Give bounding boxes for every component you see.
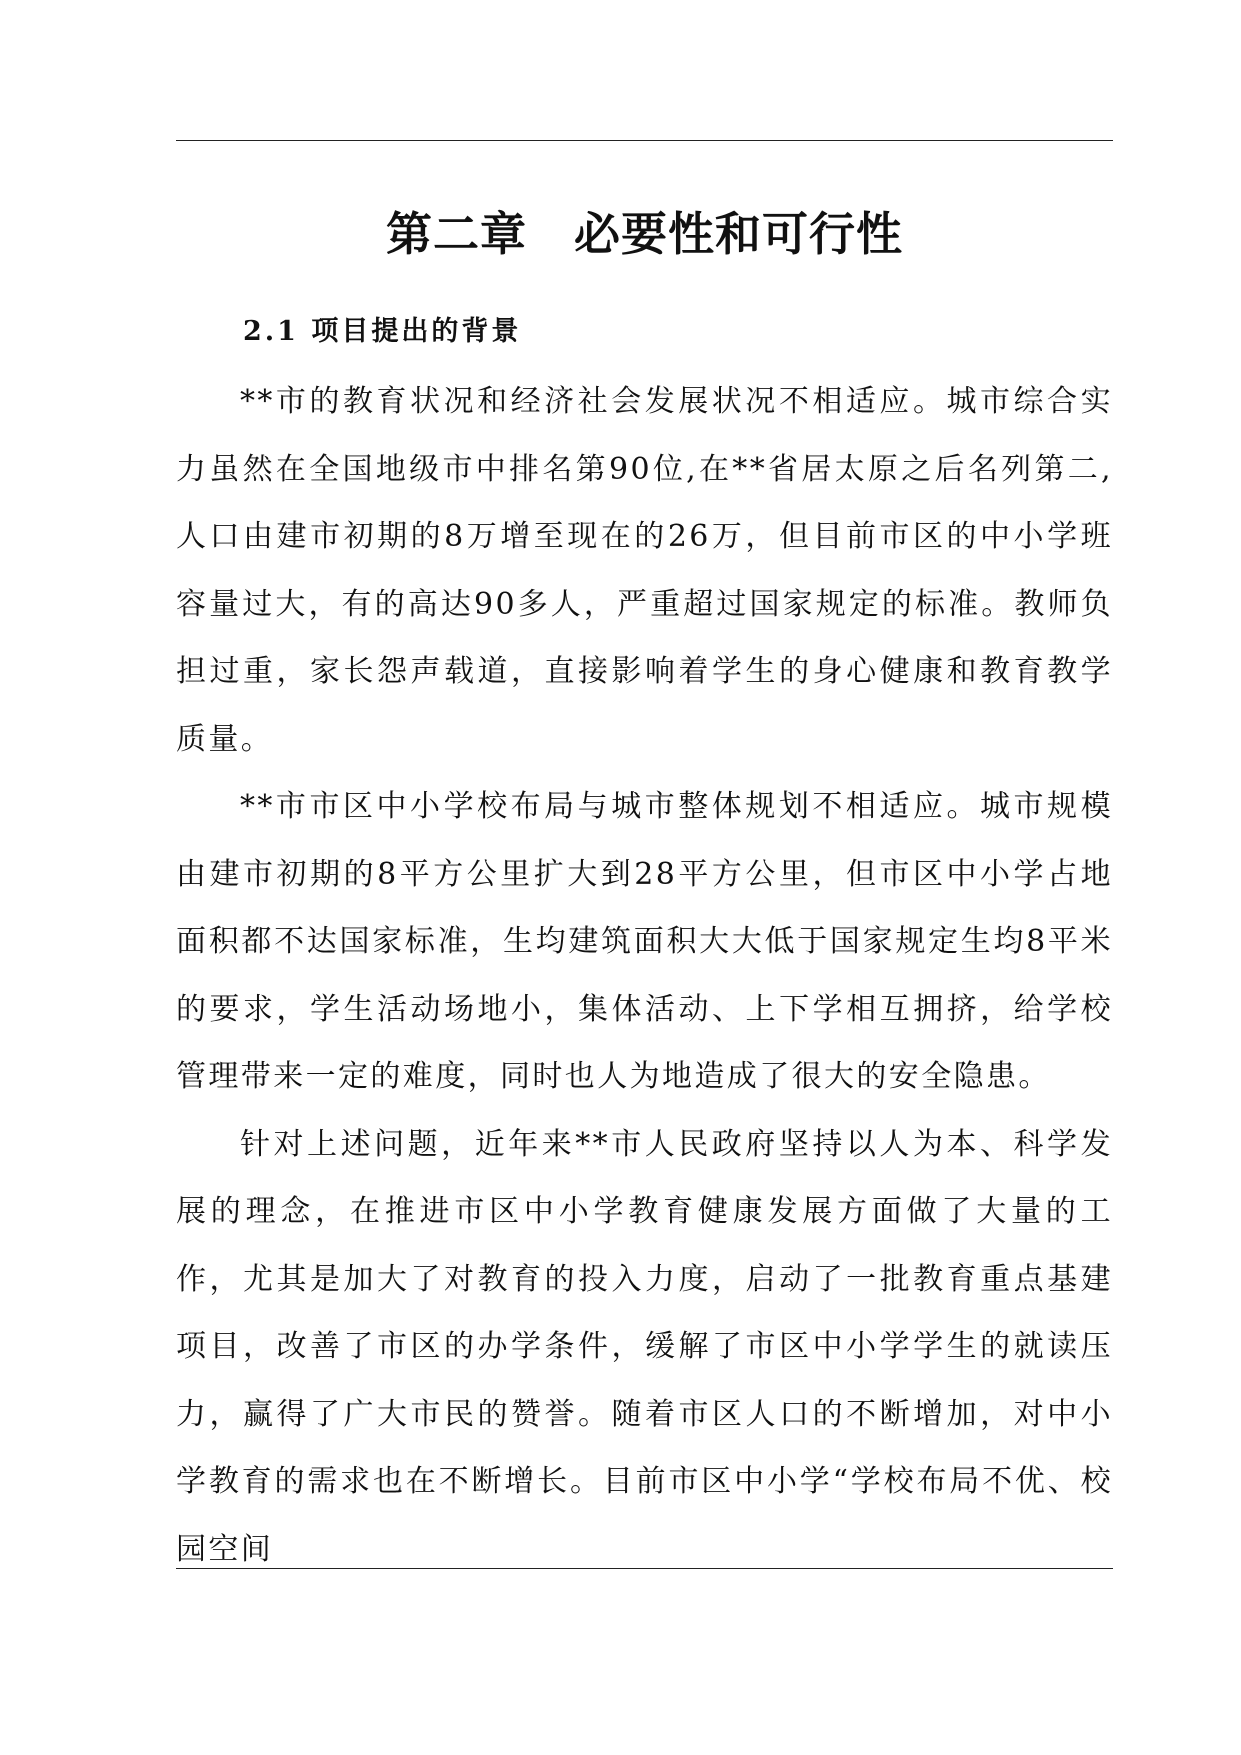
- paragraph-2: **市市区中小学校布局与城市整体规划不相适应。城市规模由建市初期的8平方公里扩大到28平方公里，但市区中小学占地面积都不达国家标准，生均建筑面积大大低于国家规定生均8平米的要求，学生活动场地小，集体活动、上下学相互拥挤，给学校管理带来一定的难度，同时也人为地造成了很大的安全隐患。: [176, 789, 1113, 1094]
- section-heading: 2.1 项目提出的背景: [243, 316, 522, 347]
- footer-rule: [176, 1568, 1113, 1569]
- chapter-title: 第二章 必要性和可行性: [386, 207, 903, 261]
- body-text: [176, 368, 1113, 1583]
- paragraph-3: 针对上述问题，近年来**市人民政府坚持以人为本、科学发展的理念，在推进市区中小学教育健康发展方面做了大量的工作，尤其是加大了对教育的投入力度，启动了一批教育重点基建项目，改善了市区的办学条件，缓解了市区中小学学生的就读压力，赢得了广大市民的赞誉。随着市区人口的不断增加，对中小学教育的需求也在不断增长。目前市区中小学“学校布局不优、校园空间: [176, 1126, 1113, 1567]
- paragraph-1: **市的教育状况和经济社会发展状况不相适应。城市综合实力虽然在全国地级市中排名第90位,在**省居太原之后名列第二,人口由建市初期的8万增至现在的26万，但目前市区的中小学班容量过大，有的高达90多人，严重超过国家规定的标准。教师负担过重，家长怨声载道，直接影响着学生的身心健康和教育教学质量。: [176, 384, 1113, 757]
- header-rule: [176, 140, 1113, 141]
